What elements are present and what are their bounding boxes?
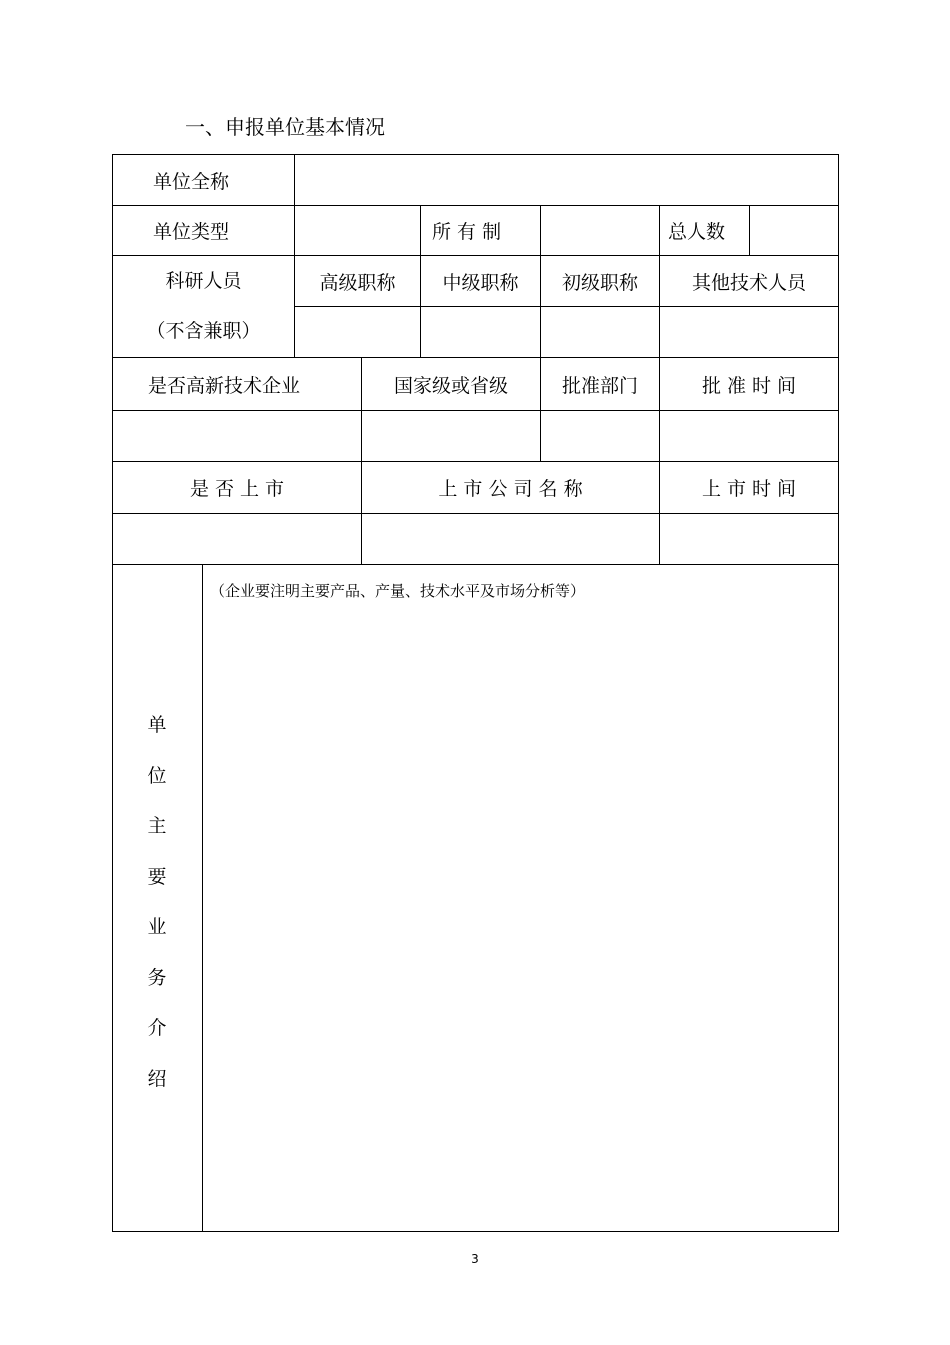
type-label: 单位类型 [153,221,230,243]
listed-company-label: 上 市 公 司 名 称 [438,478,583,500]
junior-title-header: 初级职称 [561,271,638,294]
research-label-line2: （不含兼职） [146,319,261,342]
headcount-field[interactable] [750,206,838,255]
senior-title-field[interactable] [295,307,420,357]
business-label-char: 绍 [147,1067,167,1090]
approve-dept-field[interactable] [541,411,659,461]
headcount-label: 总人数 [668,221,726,243]
business-label-char: 务 [147,966,167,989]
business-label [112,700,202,1104]
listed-label: 是 否 上 市 [189,478,285,500]
other-tech-header: 其他技术人员 [691,271,806,294]
approve-time-label: 批 准 时 间 [701,374,797,397]
full-name-label: 单位全称 [153,170,230,193]
business-label-char: 位 [147,764,167,787]
ownership-label: 所 有 制 [432,221,502,243]
senior-title-header: 高级职称 [319,271,396,294]
row-divider [112,564,839,565]
table-border-bottom [112,1231,839,1232]
level-label: 国家级或省级 [393,374,508,397]
listed-time-label: 上 市 时 间 [701,478,797,500]
business-label-char: 介 [147,1017,167,1039]
hightech-label: 是否高新技术企业 [148,374,301,397]
level-field[interactable] [362,411,540,461]
business-label-char: 单 [147,714,167,736]
junior-title-field[interactable] [541,307,659,357]
page-number: 3 [471,1252,479,1266]
mid-title-header: 中级职称 [442,271,519,294]
research-label-line1: 科研人员 [165,269,242,292]
business-label-char: 业 [147,916,167,938]
business-label-char: 主 [147,815,167,837]
business-label-char: 要 [147,865,167,888]
section-title: 一、申报单位基本情况 [185,115,385,139]
listed-time-field[interactable] [660,514,838,564]
full-name-field[interactable] [295,155,838,205]
mid-title-field[interactable] [421,307,540,357]
other-tech-field[interactable] [660,307,838,357]
listed-company-field[interactable] [362,514,659,564]
ownership-field[interactable] [541,206,659,255]
approve-dept-label: 批准部门 [561,374,638,397]
type-field[interactable] [295,206,420,255]
table-border-right [838,154,839,1232]
business-note: （企业要注明主要产品、产量、技术水平及市场分析等） [210,582,586,600]
listed-field[interactable] [113,514,361,564]
business-description-field[interactable] [203,608,838,1230]
hightech-field[interactable] [113,411,361,461]
approve-time-field[interactable] [660,411,838,461]
